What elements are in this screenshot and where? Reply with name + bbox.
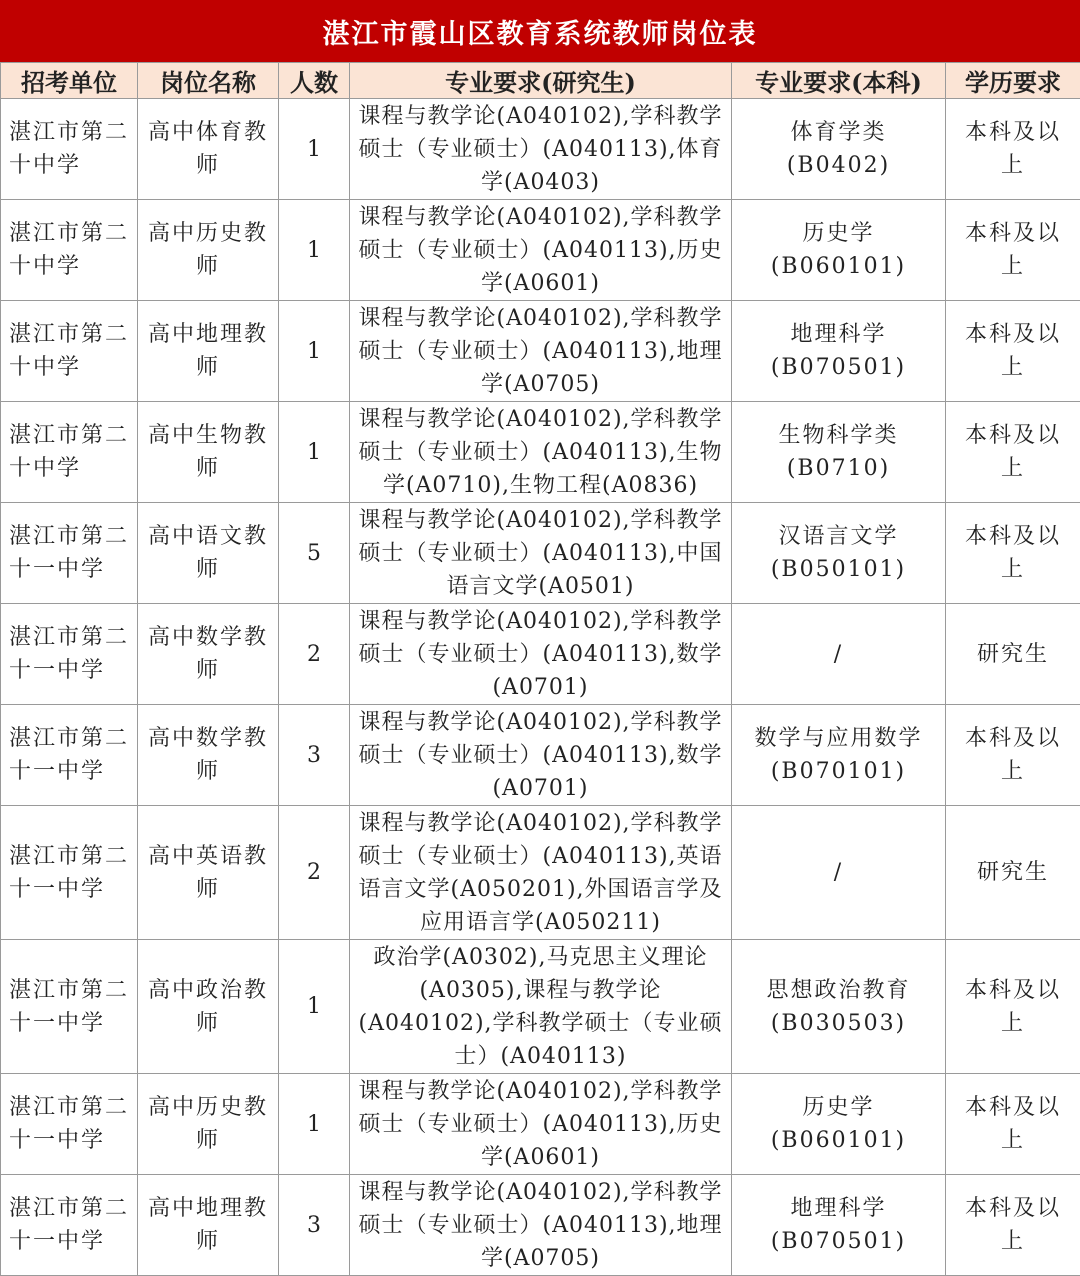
position-cell: 高中地理教师 [138,301,279,402]
header-grad-major: 专业要求(研究生) [350,63,732,99]
count-cell: 2 [279,806,350,940]
position-cell: 高中数学教师 [138,705,279,806]
header-count: 人数 [279,63,350,99]
ug-major-cell: 生物科学类(B0710) [732,402,946,503]
education-cell: 本科及以上 [946,1175,1080,1276]
ug-major-cell: 体育学类(B0402) [732,99,946,200]
count-cell: 1 [279,99,350,200]
unit-cell: 湛江市第二十中学 [1,402,138,503]
position-cell: 高中英语教师 [138,806,279,940]
grad-major-cell: 课程与教学论(A040102),学科教学硕士（专业硕士）(A040113),历史学(A0601) [350,1074,732,1175]
grad-major-cell: 课程与教学论(A040102),学科教学硕士（专业硕士）(A040113),生物学(A0710),生物工程(A0836) [350,402,732,503]
table-row [1,1074,1080,1175]
count-cell: 3 [279,705,350,806]
count-cell: 1 [279,200,350,301]
grad-major-cell: 课程与教学论(A040102),学科教学硕士（专业硕士）(A040113),英语语言文学(A050201),外国语言学及应用语言学(A050211) [350,806,732,940]
unit-cell: 湛江市第二十一中学 [1,940,138,1074]
table-row [1,1175,1080,1276]
table-row [1,402,1080,503]
unit-cell: 湛江市第二十一中学 [1,806,138,940]
education-cell: 本科及以上 [946,503,1080,604]
count-cell: 2 [279,604,350,705]
education-cell: 本科及以上 [946,705,1080,806]
table-row [1,200,1080,301]
education-cell: 研究生 [946,604,1080,705]
count-cell: 1 [279,301,350,402]
ug-major-cell: 历史学(B060101) [732,1074,946,1175]
table-row [1,503,1080,604]
position-cell: 高中生物教师 [138,402,279,503]
position-cell: 高中历史教师 [138,1074,279,1175]
header-education: 学历要求 [946,63,1080,99]
education-cell: 本科及以上 [946,301,1080,402]
header-unit: 招考单位 [1,63,138,99]
position-cell: 高中历史教师 [138,200,279,301]
grad-major-cell: 课程与教学论(A040102),学科教学硕士（专业硕士）(A040113),中国语言文学(A0501) [350,503,732,604]
ug-major-cell: 地理科学(B070501) [732,1175,946,1276]
grad-major-cell: 课程与教学论(A040102),学科教学硕士（专业硕士）(A040113),地理学(A0705) [350,1175,732,1276]
unit-cell: 湛江市第二十一中学 [1,503,138,604]
position-cell: 高中政治教师 [138,940,279,1074]
position-cell: 高中体育教师 [138,99,279,200]
education-cell: 本科及以上 [946,200,1080,301]
grad-major-cell: 政治学(A0302),马克思主义理论(A0305),课程与教学论(A040102),学科教学硕士（专业硕士）(A040113) [350,940,732,1074]
count-cell: 3 [279,1175,350,1276]
ug-major-cell: 地理科学(B070501) [732,301,946,402]
table-title: 湛江市霞山区教育系统教师岗位表 [0,0,1080,62]
ug-major-cell: 数学与应用数学(B070101) [732,705,946,806]
unit-cell: 湛江市第二十中学 [1,99,138,200]
header-row [1,63,1080,99]
header-position: 岗位名称 [138,63,279,99]
header-ug-major: 专业要求(本科) [732,63,946,99]
ug-major-cell: / [732,806,946,940]
table-row [1,806,1080,940]
ug-major-cell: / [732,604,946,705]
table-row [1,301,1080,402]
education-cell: 本科及以上 [946,1074,1080,1175]
positions-table [0,62,1080,1276]
table-row [1,604,1080,705]
unit-cell: 湛江市第二十一中学 [1,1074,138,1175]
table-row [1,940,1080,1074]
grad-major-cell: 课程与教学论(A040102),学科教学硕士（专业硕士）(A040113),数学(A0701) [350,705,732,806]
ug-major-cell: 历史学(B060101) [732,200,946,301]
count-cell: 1 [279,402,350,503]
ug-major-cell: 汉语言文学(B050101) [732,503,946,604]
count-cell: 5 [279,503,350,604]
count-cell: 1 [279,940,350,1074]
education-cell: 本科及以上 [946,940,1080,1074]
position-cell: 高中语文教师 [138,503,279,604]
table-row [1,705,1080,806]
unit-cell: 湛江市第二十中学 [1,200,138,301]
unit-cell: 湛江市第二十一中学 [1,604,138,705]
education-cell: 本科及以上 [946,402,1080,503]
grad-major-cell: 课程与教学论(A040102),学科教学硕士（专业硕士）(A040113),地理学(A0705) [350,301,732,402]
unit-cell: 湛江市第二十一中学 [1,1175,138,1276]
count-cell: 1 [279,1074,350,1175]
table-row [1,99,1080,200]
unit-cell: 湛江市第二十一中学 [1,705,138,806]
education-cell: 研究生 [946,806,1080,940]
grad-major-cell: 课程与教学论(A040102),学科教学硕士（专业硕士）(A040113),体育学(A0403) [350,99,732,200]
unit-cell: 湛江市第二十中学 [1,301,138,402]
grad-major-cell: 课程与教学论(A040102),学科教学硕士（专业硕士）(A040113),数学(A0701) [350,604,732,705]
education-cell: 本科及以上 [946,99,1080,200]
position-cell: 高中数学教师 [138,604,279,705]
grad-major-cell: 课程与教学论(A040102),学科教学硕士（专业硕士）(A040113),历史学(A0601) [350,200,732,301]
position-cell: 高中地理教师 [138,1175,279,1276]
ug-major-cell: 思想政治教育(B030503) [732,940,946,1074]
